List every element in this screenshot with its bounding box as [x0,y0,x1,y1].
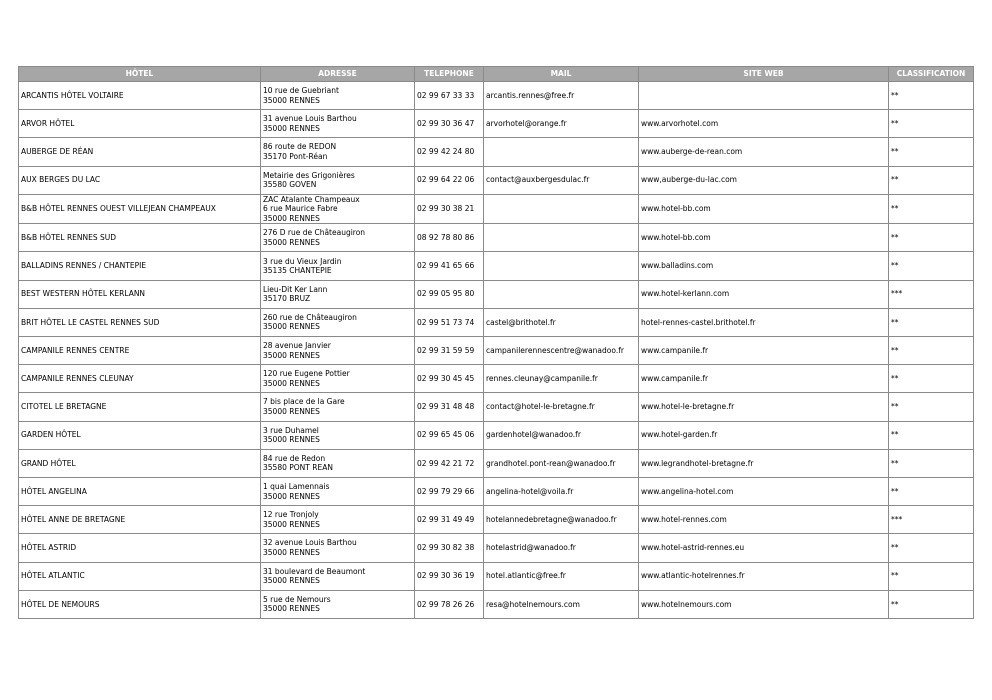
table-row [19,365,974,393]
address-line: 35000 RENNES [263,378,320,388]
cell-site-web: www.hotel-garden.fr [639,421,889,449]
table-row [19,337,974,365]
cell-telephone: 02 99 30 36 47 [415,110,484,138]
cell-hotel: AUX BERGES DU LAC [19,166,261,194]
cell-adresse [261,138,415,166]
cell-site-web: www.hotel-kerlann.com [639,280,889,308]
cell-site-web [639,82,889,110]
cell-telephone: 02 99 42 24 80 [415,138,484,166]
cell-adresse [261,194,415,224]
column-header-classification: CLASSIFICATION [889,67,974,82]
cell-mail: contact@auxbergesdulac.fr [484,166,639,194]
address-line: 5 rue de Nemours [263,594,331,604]
cell-hotel: HÔTEL DE NEMOURS [19,590,261,618]
cell-classification: ** [889,252,974,280]
cell-hotel: CAMPANILE RENNES CLEUNAY [19,365,261,393]
table-row [19,506,974,534]
cell-classification: ** [889,110,974,138]
cell-adresse [261,252,415,280]
cell-site-web: www.hotel-bb.com [639,194,889,224]
address-line: 35000 RENNES [263,547,320,557]
address-line: 12 rue Tronjoly [263,510,319,520]
cell-classification: ** [889,477,974,505]
header-row [19,67,974,82]
cell-classification: ** [889,308,974,336]
cell-hotel: B&B HÔTEL RENNES SUD [19,224,261,252]
cell-classification: ** [889,82,974,110]
cell-telephone: 02 99 30 38 21 [415,194,484,224]
address-line: 35170 BRUZ [263,294,311,304]
table-row [19,308,974,336]
cell-adresse [261,82,415,110]
cell-adresse [261,166,415,194]
cell-mail [484,224,639,252]
table-row [19,194,974,224]
cell-telephone: 08 92 78 80 86 [415,224,484,252]
column-header-telephone: TELEPHONE [415,67,484,82]
cell-adresse [261,477,415,505]
cell-hotel: CITOTEL LE BRETAGNE [19,393,261,421]
address-line: 35000 RENNES [263,491,320,501]
address-line: 35000 RENNES [263,237,320,247]
cell-adresse [261,280,415,308]
cell-hotel: HÔTEL ANNE DE BRETAGNE [19,506,261,534]
cell-site-web: www.hotel-astrid-rennes.eu [639,534,889,562]
address-line: Lieu-Dit Ker Lann [263,284,328,294]
address-line: 35000 RENNES [263,406,320,416]
cell-mail: grandhotel.pont-rean@wanadoo.fr [484,449,639,477]
column-header-hotel: HÔTEL [19,67,261,82]
address-line: 3 rue du Vieux Jardin [263,256,342,266]
table-row [19,393,974,421]
cell-hotel: BALLADINS RENNES / CHANTEPIE [19,252,261,280]
cell-telephone: 02 99 65 45 06 [415,421,484,449]
table-body [19,82,974,619]
cell-classification: ** [889,138,974,166]
cell-adresse [261,337,415,365]
cell-adresse [261,224,415,252]
cell-telephone: 02 99 31 59 59 [415,337,484,365]
cell-classification: ** [889,449,974,477]
cell-adresse [261,534,415,562]
cell-telephone: 02 99 31 48 48 [415,393,484,421]
table-row [19,280,974,308]
table-row [19,110,974,138]
cell-classification: ** [889,194,974,224]
cell-hotel: HÔTEL ATLANTIC [19,562,261,590]
cell-telephone: 02 99 67 33 33 [415,82,484,110]
cell-site-web: www.campanile.fr [639,365,889,393]
cell-site-web: www.hotelnemours.com [639,590,889,618]
address-line: 10 rue de Guebriant [263,86,339,96]
table-row [19,449,974,477]
address-line: 35000 RENNES [263,123,320,133]
cell-site-web: www.legrandhotel-bretagne.fr [639,449,889,477]
address-line: 6 rue Maurice Fabre [263,204,338,214]
address-line: 86 route de REDON [263,142,337,152]
cell-classification: ** [889,224,974,252]
cell-site-web: www,auberge-du-lac.com [639,166,889,194]
cell-telephone: 02 99 51 73 74 [415,308,484,336]
cell-mail: castel@brithotel.fr [484,308,639,336]
cell-site-web: hotel-rennes-castel.brithotel.fr [639,308,889,336]
cell-mail [484,280,639,308]
cell-adresse [261,590,415,618]
address-line: 32 avenue Louis Barthou [263,538,357,548]
cell-hotel: GARDEN HÔTEL [19,421,261,449]
cell-classification: *** [889,280,974,308]
cell-classification: *** [889,506,974,534]
cell-site-web: www.hotel-le-bretagne.fr [639,393,889,421]
cell-telephone: 02 99 31 49 49 [415,506,484,534]
cell-hotel: GRAND HÔTEL [19,449,261,477]
address-line: 35000 RENNES [263,604,320,614]
cell-adresse [261,365,415,393]
address-line: 35000 RENNES [263,213,320,223]
cell-hotel: B&B HÔTEL RENNES OUEST VILLEJEAN CHAMPEAUX [19,194,261,224]
address-line: 120 rue Eugene Pottier [263,369,350,379]
address-line: 35000 RENNES [263,519,320,529]
cell-telephone: 02 99 30 45 45 [415,365,484,393]
cell-adresse [261,110,415,138]
cell-hotel: AUBERGE DE RÉAN [19,138,261,166]
cell-mail: campanilerennescentre@wanadoo.fr [484,337,639,365]
cell-hotel: ARVOR HÔTEL [19,110,261,138]
table-row [19,224,974,252]
address-line: 276 D rue de Châteaugiron [263,228,366,238]
cell-telephone: 02 99 64 22 06 [415,166,484,194]
address-line: 35000 RENNES [263,435,320,445]
address-line: 31 avenue Louis Barthou [263,114,357,124]
address-line: 1 quai Lamennais [263,482,330,492]
cell-site-web: www.arvorhotel.com [639,110,889,138]
column-header-adresse: ADRESSE [261,67,415,82]
cell-site-web: www.hotel-bb.com [639,224,889,252]
cell-telephone: 02 99 78 26 26 [415,590,484,618]
table-row [19,82,974,110]
cell-classification: ** [889,166,974,194]
cell-site-web: www.balladins.com [639,252,889,280]
address-line: 35000 RENNES [263,322,320,332]
cell-classification: ** [889,365,974,393]
address-line: 84 rue de Redon [263,453,326,463]
address-line: 28 avenue Janvier [263,341,331,351]
cell-classification: ** [889,421,974,449]
column-header-mail: MAIL [484,67,639,82]
cell-mail [484,252,639,280]
cell-mail: angelina-hotel@voila.fr [484,477,639,505]
hotel-table [18,66,974,619]
cell-adresse [261,421,415,449]
cell-adresse [261,308,415,336]
address-line: 3 rue Duhamel [263,425,319,435]
address-line: 35135 CHANTEPIE [263,266,332,276]
cell-telephone: 02 99 30 36 19 [415,562,484,590]
cell-mail: gardenhotel@wanadoo.fr [484,421,639,449]
table-row [19,138,974,166]
cell-site-web: www.atlantic-hotelrennes.fr [639,562,889,590]
address-line: 31 boulevard de Beaumont [263,566,366,576]
cell-telephone: 02 99 41 65 66 [415,252,484,280]
cell-mail [484,194,639,224]
cell-hotel: BEST WESTERN HÔTEL KERLANN [19,280,261,308]
address-line: ZAC Atalante Champeaux [263,194,360,204]
address-line: Metairie des Grigonières [263,170,355,180]
cell-mail: contact@hotel-le-bretagne.fr [484,393,639,421]
cell-telephone: 02 99 30 82 38 [415,534,484,562]
table-row [19,590,974,618]
cell-hotel: CAMPANILE RENNES CENTRE [19,337,261,365]
cell-mail: hotelannedebretagne@wanadoo.fr [484,506,639,534]
address-line: 260 rue de Châteaugiron [263,312,357,322]
cell-mail: hotel.atlantic@free.fr [484,562,639,590]
cell-classification: ** [889,534,974,562]
address-line: 35000 RENNES [263,350,320,360]
cell-hotel: ARCANTIS HÔTEL VOLTAIRE [19,82,261,110]
table-row [19,562,974,590]
cell-mail: arcantis.rennes@free.fr [484,82,639,110]
address-line: 7 bis place de la Gare [263,397,345,407]
address-line: 35580 GOVEN [263,180,317,190]
cell-mail [484,138,639,166]
cell-classification: ** [889,562,974,590]
cell-telephone: 02 99 05 95 80 [415,280,484,308]
address-line: 35000 RENNES [263,95,320,105]
cell-site-web: www.hotel-rennes.com [639,506,889,534]
cell-hotel: HÔTEL ANGELINA [19,477,261,505]
column-header-site-web: SITE WEB [639,67,889,82]
address-line: 35580 PONT REAN [263,463,333,473]
cell-adresse [261,562,415,590]
cell-mail: arvorhotel@orange.fr [484,110,639,138]
cell-classification: ** [889,337,974,365]
address-line: 35000 RENNES [263,576,320,586]
table-row [19,252,974,280]
cell-classification: ** [889,393,974,421]
cell-classification: ** [889,590,974,618]
cell-mail: resa@hotelnemours.com [484,590,639,618]
cell-hotel: BRIT HÔTEL LE CASTEL RENNES SUD [19,308,261,336]
table-row [19,166,974,194]
cell-hotel: HÔTEL ASTRID [19,534,261,562]
cell-site-web: www.auberge-de-rean.com [639,138,889,166]
cell-mail: hotelastrid@wanadoo.fr [484,534,639,562]
table-row [19,477,974,505]
cell-site-web: www.campanile.fr [639,337,889,365]
cell-telephone: 02 99 79 29 66 [415,477,484,505]
cell-adresse [261,393,415,421]
cell-adresse [261,449,415,477]
table-row [19,421,974,449]
cell-telephone: 02 99 42 21 72 [415,449,484,477]
cell-mail: rennes.cleunay@campanile.fr [484,365,639,393]
cell-adresse [261,506,415,534]
address-line: 35170 Pont-Réan [263,151,328,161]
cell-site-web: www.angelina-hotel.com [639,477,889,505]
table-row [19,534,974,562]
